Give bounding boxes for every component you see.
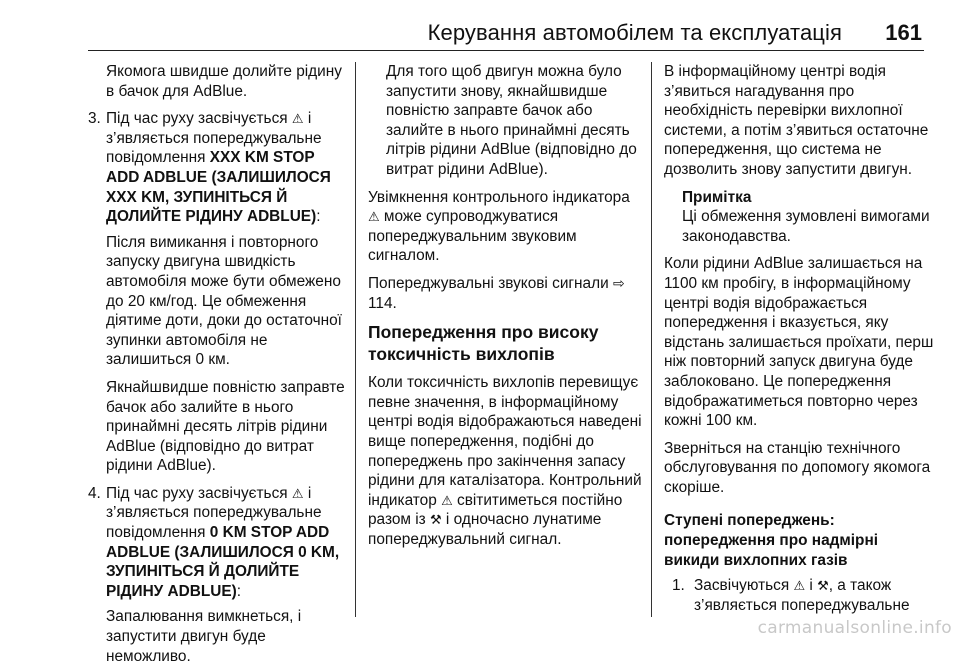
list-text: [694, 576, 934, 615]
page-number: 161: [885, 20, 922, 45]
text: Увімкнення контрольного індикатора: [368, 188, 630, 206]
paragraph: В інформаційному центрі водія з’явиться нагадування про необхідність перевірки вихлопної системи, а потім з’явиться остаточне попередження, що система не дозволить знову запустити двигун.: [664, 63, 929, 178]
text: світитиметься постійно разом із: [368, 491, 623, 529]
text: :: [316, 208, 321, 226]
note-text: Ці обмеження зумовлені вимогами законодавства.: [682, 208, 930, 245]
paragraph: Запалювання вимкнеться, і запустити двигун буде неможливо.: [106, 608, 302, 665]
paragraph: Коли рідини AdBlue залишається на 1100 км пробігу, в інформаційному центрі водія відображається попередження і вказується, яку відстань залишається проїхати, перш ніж повторний запуск двигуна буде заблоковано. Це попередження відображатиметься повторно через кожні 100 км.: [664, 255, 934, 430]
message-text: XXX KM STOP ADD ADBLUE (ЗАЛИШИЛОСЯ XXX KM, ЗУПИНІТЬСЯ Й ДОЛИЙТЕ РІДИНУ ADBLUE): [106, 149, 331, 226]
section-heading: Попередження про високу токсичність вихлопів: [368, 322, 599, 365]
paragraph: Після вимикання і повторного запуску двигуна швидкість автомобіля може бути обмежено до 20 км/год. Це обмеження діятиме доти, доки до остаточної зупинки автомобіля не залишиться 0 км.: [106, 233, 342, 369]
paragraph: Якнайшвидше повністю заправте бачок або залийте в нього принаймні десять літрів рідини AdBlue (відповідно до витрат рідини AdBlue).: [106, 378, 345, 475]
text: і: [805, 577, 818, 595]
list-text: [106, 109, 346, 227]
text: Під час руху засвічується: [106, 110, 292, 128]
text: Попереджувальні звукові сигнали: [368, 274, 613, 292]
list-number: 1.: [672, 577, 685, 595]
paragraph: [368, 373, 642, 549]
exhaust-system-icon: ⚒: [817, 578, 829, 594]
column-divider-1: [355, 62, 356, 617]
list-number: 3.: [88, 110, 101, 128]
paragraph: Якомога швидше долийте рідину в бачок для AdBlue.: [106, 63, 342, 100]
column-3: [664, 62, 934, 615]
page-reference-arrow-icon: ⇨: [612, 274, 625, 291]
text: і з’являється попереджувальне повідомлення: [106, 484, 322, 542]
page-header: [0, 0, 960, 50]
text: Під час руху засвічується: [106, 484, 292, 502]
text: може супроводжуватися попереджувальним звуковим сигналом.: [368, 208, 577, 265]
list-item-3: [88, 109, 346, 227]
page-reference[interactable]: 114.: [368, 294, 397, 312]
message-text: 0 KM STOP ADD ADBLUE (ЗАЛИШИЛОСЯ 0 KM, ЗУПИНІТЬСЯ Й ДОЛИЙТЕ РІДИНУ ADBLUE): [106, 524, 340, 600]
list-item-4: [88, 484, 346, 602]
column-divider-2: [651, 62, 652, 617]
text: Засвічуються: [694, 577, 794, 595]
watermark: carmanualsonline.info: [757, 618, 952, 638]
section-heading: Ступені попереджень: попередження про надмірні викиди вихлопних газів: [664, 512, 879, 569]
adblue-warning-icon: ⚠: [441, 492, 453, 508]
adblue-warning-icon: ⚠: [291, 485, 304, 501]
list-number: 4.: [88, 484, 101, 502]
page-title: Керування автомобілем та експлуатація: [427, 20, 842, 45]
note: [664, 188, 934, 247]
column-2: [368, 62, 642, 549]
text: :: [236, 582, 242, 600]
text: Коли токсичність вихлопів перевищує певне значення, в інформаційному центрі водія відображаються наведені вище попередження, подібні до попереджень про закінчення запасу рідини для каталізатора. Контрольний індикатор: [368, 374, 642, 509]
adblue-warning-icon: ⚠: [793, 578, 806, 594]
text: , а також з’являється попереджувальне: [694, 577, 910, 614]
paragraph: Для того щоб двигун можна було запустити знову, якнайшвидше повністю заправте бачок або залийте в нього принаймні десять літрів рідини AdBlue (відповідно до витрат рідини AdBlue).: [386, 63, 637, 178]
list-item-1: [664, 576, 934, 615]
paragraph: [368, 274, 642, 313]
note-title: Примітка: [682, 188, 752, 206]
adblue-warning-icon: ⚠: [291, 111, 304, 127]
exhaust-system-icon: ⚒: [430, 512, 442, 528]
paragraph: [368, 188, 642, 266]
column-1: [88, 62, 346, 666]
paragraph: Зверніться на станцію технічного обслуговування по допомогу якомога скоріше.: [664, 439, 931, 496]
adblue-warning-icon: ⚠: [368, 209, 380, 225]
list-text: [106, 484, 346, 602]
header-divider: [88, 50, 924, 51]
text: і з’являється попереджувальне повідомлення: [106, 110, 322, 167]
text: і одночасно лунатиме попереджувальний сигнал.: [368, 511, 602, 548]
